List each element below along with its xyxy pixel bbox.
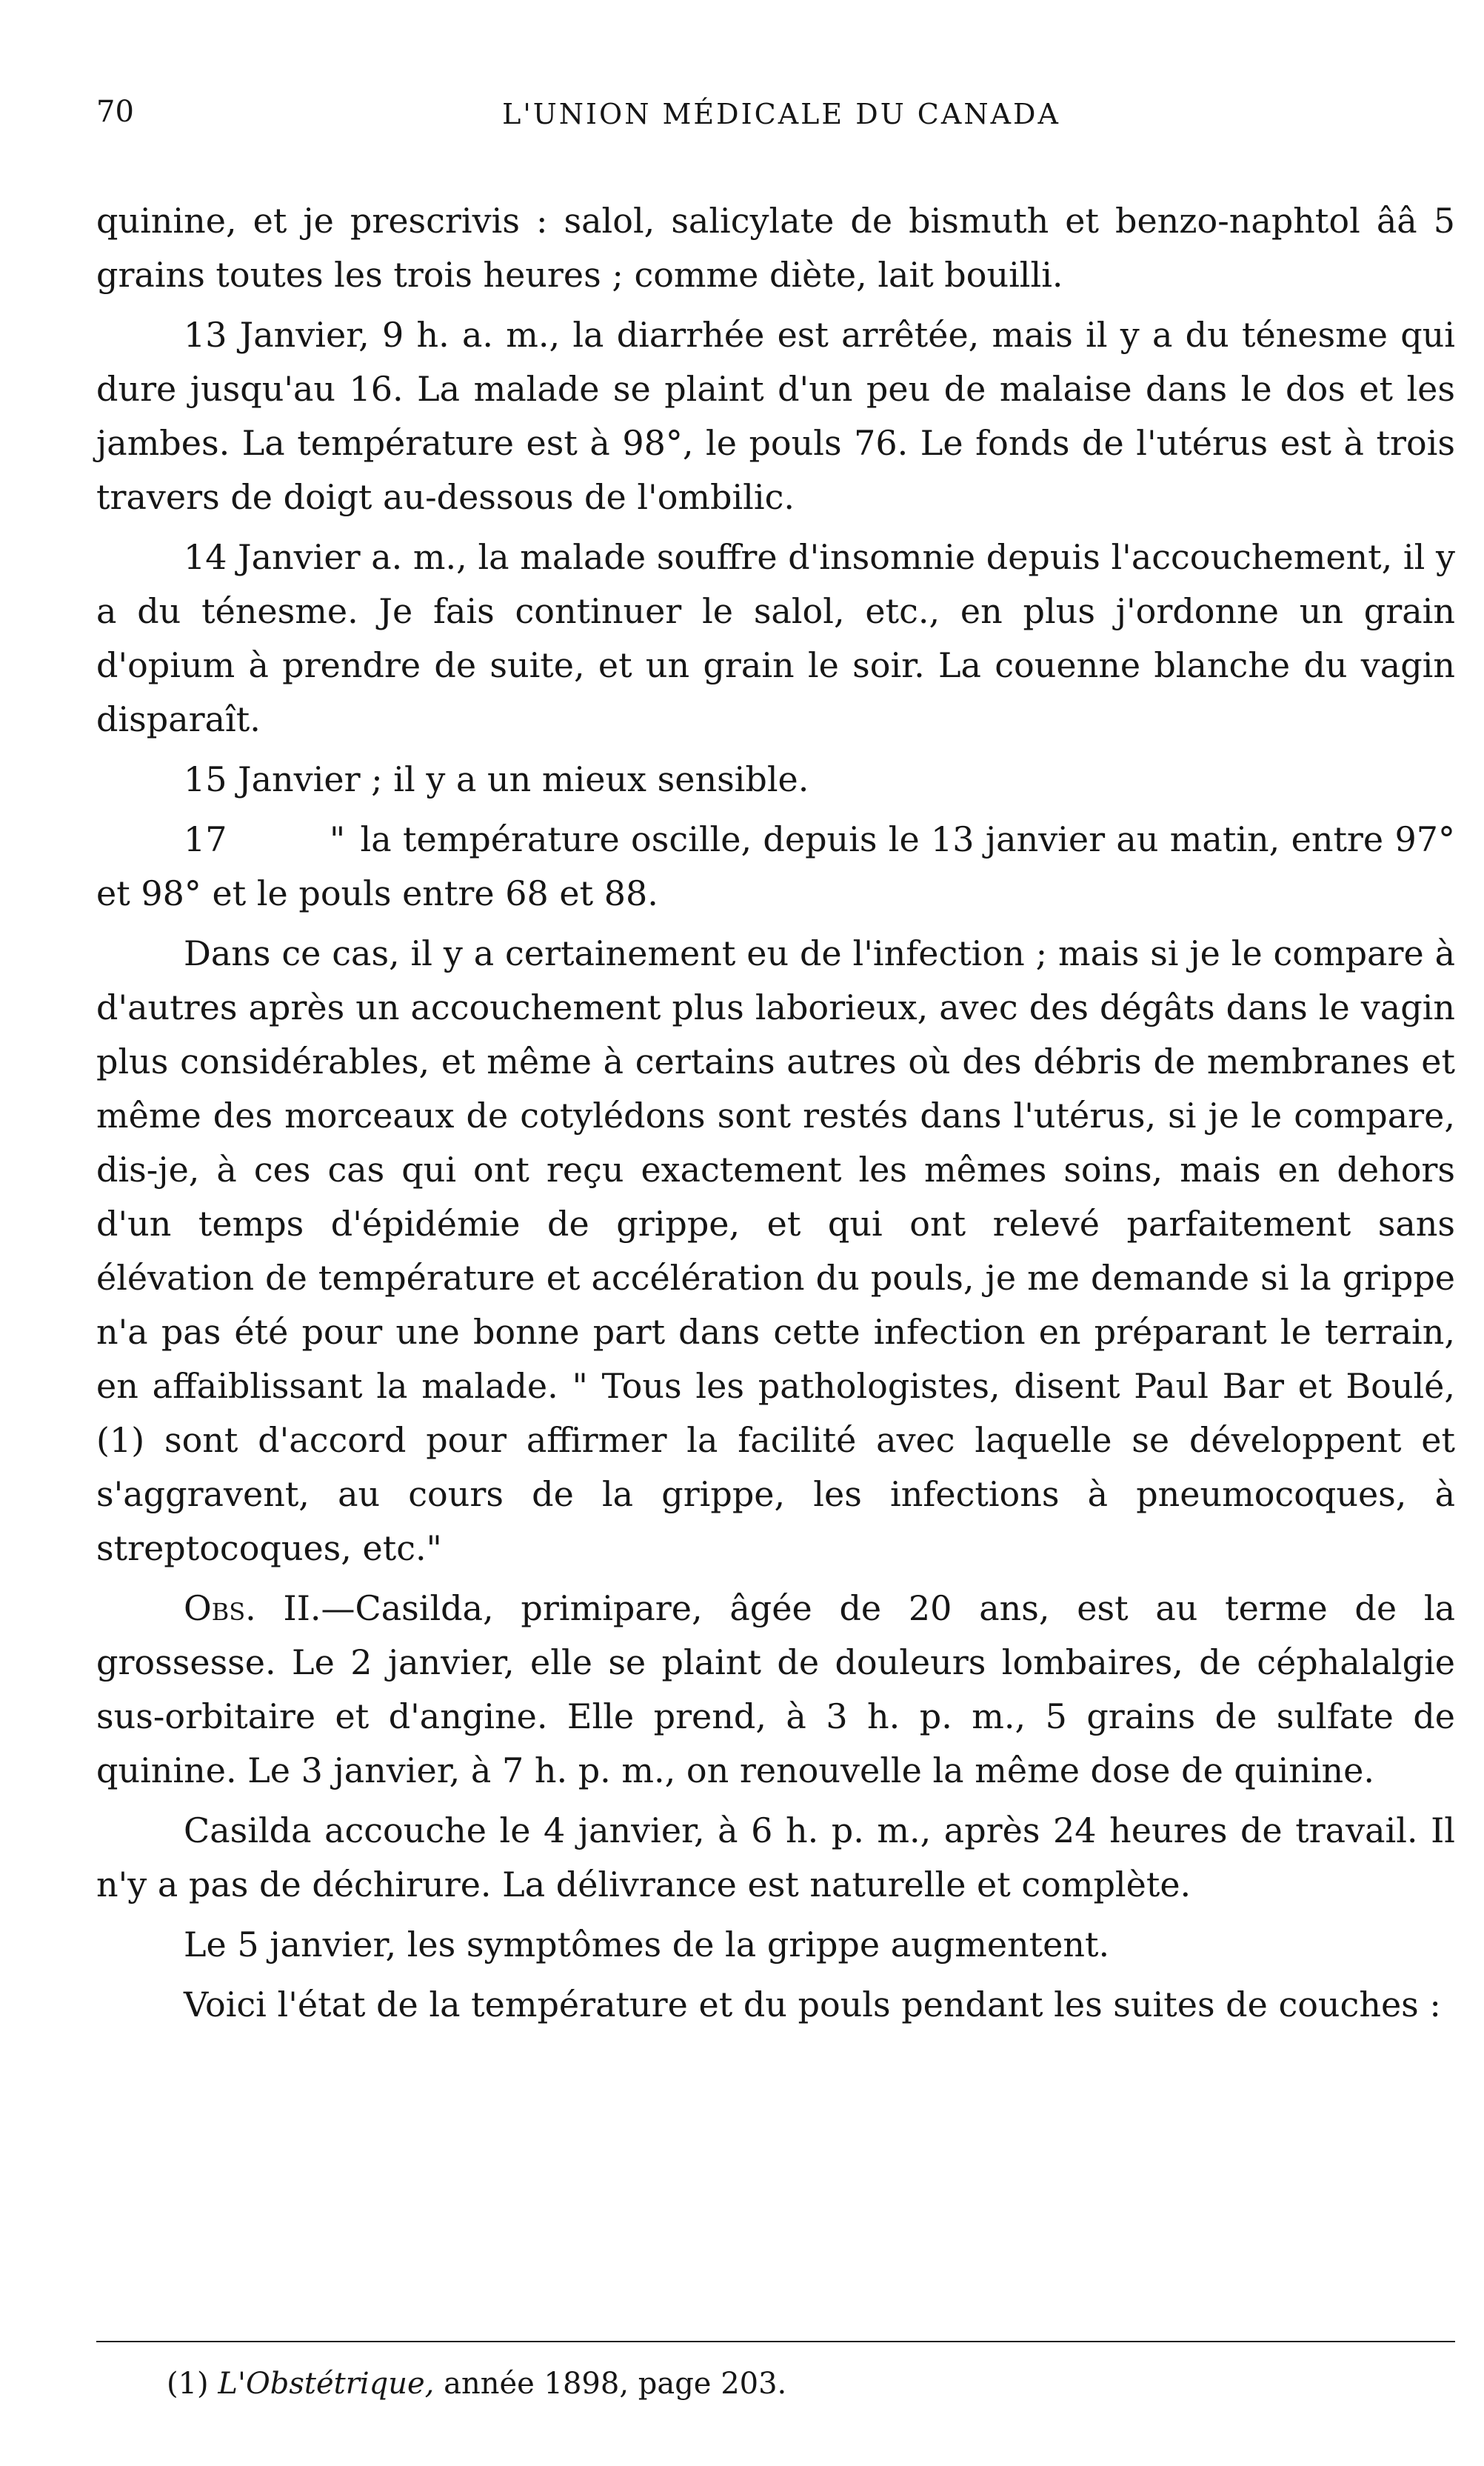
paragraph-text: Voici l'état de la température et du pouls pendant les suites de couches : (184, 1985, 1441, 2025)
page-number: 70 (96, 95, 134, 129)
paragraph-text: Casilda accouche le 4 janvier, à 6 h. p. m., après 24 heures de travail. Il n'y a pas de déchirure. La délivrance est naturelle et complète. (96, 1810, 1455, 1905)
paragraph (96, 194, 1455, 302)
paragraph-text: la température oscille, depuis le 13 janvier au matin, entre 97° et 98° et le pouls entre 68 et 88. (96, 819, 1455, 913)
paragraph-text: —Casilda, primipare, âgée de 20 ans, est au terme de la grossesse. Le 2 janvier, elle se plaint de douleurs lombaires, de céphalalgie sus-orbitaire et d'angine. Elle prend, à 3 h. p. m., 5 grains de sulfate de quinine. Le 3 janvier, à 7 h. p. m., on renouvelle la même dose de quinine. (96, 1588, 1456, 1790)
paragraph (96, 1582, 1455, 1798)
running-header (96, 95, 1466, 147)
paragraph (96, 1918, 1455, 1972)
body-text (96, 194, 1455, 2038)
paragraph-text: Dans ce cas, il y a certainement eu de l'infection ; mais si je le compare à d'autres après un accouchement plus laborieux, avec des dégâts dans le vagin plus considérables, et même à certains autres où des débris de membranes et même des morceaux de cotylédons sont restés dans l'utérus, si je le compare, dis-je, à ces cas qui ont reçu exactement les mêmes soins, mais en dehors d'un temps d'épidémie de grippe, et qui ont relevé parfaitement sans élévation de température et accélération du pouls, je me demande si la grippe n'a pas été pour une bonne part dans cette infection en préparant le terrain, en affaiblissant la malade. " Tous les pathologistes, disent Paul Bar et Boulé, (1) sont d'accord pour affirmer la facilité avec laquelle se développent et s'aggravent, au cours de la grippe, les infections à pneumocoques, à streptocoques, etc." (96, 933, 1455, 1568)
paragraph-text: 15 Janvier ; il y a un mieux sensible. (184, 759, 809, 799)
paragraph (96, 308, 1455, 524)
footnote-text: année 1898, page 203. (444, 2367, 787, 2401)
paragraph (96, 1978, 1455, 2032)
ditto-mark: " (329, 819, 346, 859)
paragraph-text: Le 5 janvier, les symptômes de la grippe augmentent. (184, 1925, 1110, 1965)
footnote-marker: (1) (167, 2367, 209, 2401)
paragraph-text: quinine, et je prescrivis : salol, salicylate de bismuth et benzo-naphtol ââ 5 grains toutes les trois heures ; comme diète, lait bouilli. (96, 201, 1455, 295)
date-lead: 17 (184, 819, 227, 859)
footnote-journal-title: L'Obstétrique, (218, 2367, 435, 2401)
paragraph (96, 753, 1455, 807)
paragraph (96, 927, 1455, 1576)
paragraph-text: 13 Janvier, 9 h. a. m., la diarrhée est arrêtée, mais il y a du ténesme qui dure jusqu'au 16. La malade se plaint d'un peu de malaise dans le dos et les jambes. La température est à 98°, le pouls 76. Le fonds de l'utérus est à trois travers de doigt au-dessous de l'ombilic. (96, 315, 1455, 517)
paragraph (96, 813, 1455, 921)
paragraph-text: 14 Janvier a. m., la malade souffre d'insomnie depuis l'accouchement, il y a du ténesme. Je fais continuer le salol, etc., en plus j'ordonne un grain d'opium à prendre de suite, et un grain le soir. La couenne blanche du vagin disparaît. (96, 537, 1455, 739)
paragraph (96, 1804, 1455, 1912)
footnote-rule (96, 2341, 1455, 2342)
running-title: L'UNION MÉDICALE DU CANADA (502, 98, 1060, 130)
footnote (167, 2363, 1425, 2405)
observation-label: Obs. II. (184, 1588, 321, 1628)
paragraph (96, 530, 1455, 747)
